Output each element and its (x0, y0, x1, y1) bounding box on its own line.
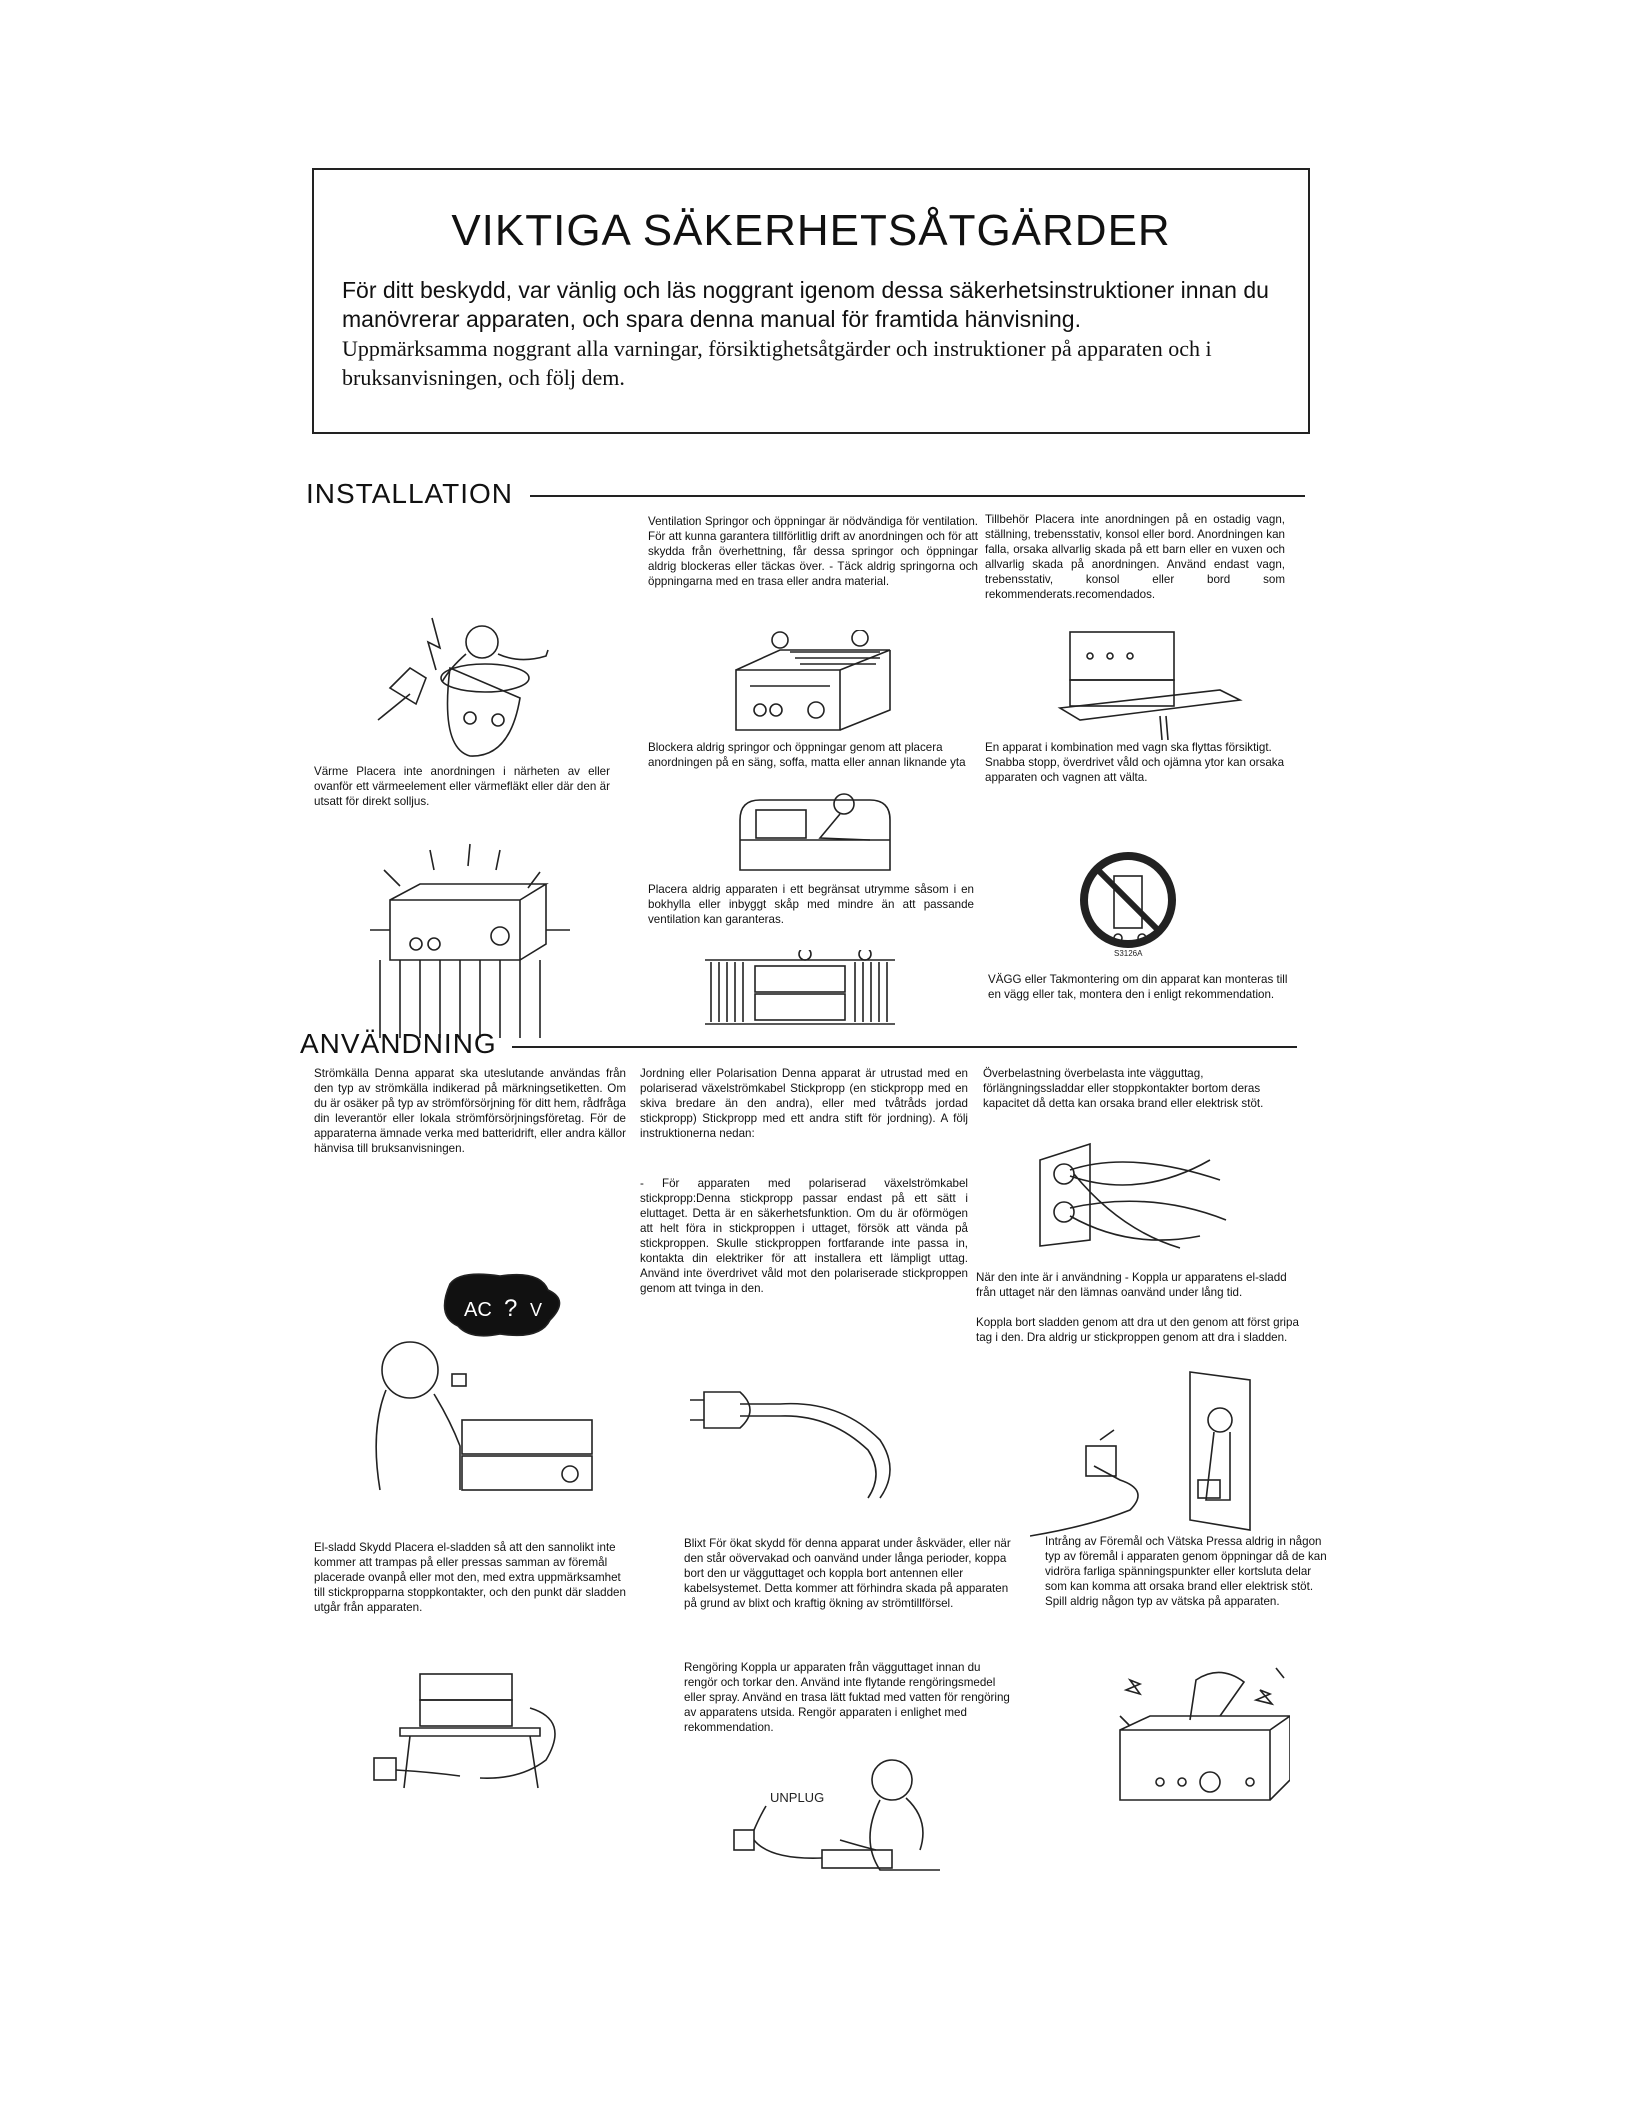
bubble-v: V (530, 1300, 543, 1320)
nar-den-inte-text: När den inte är i användning - Koppla ur apparatens el-sladd från uttaget när den lämnas oanvänd under lång tid. (976, 1271, 1287, 1299)
varme-text: Värme Placera inte anordningen i närheten av eller ovanför ett värmeelement eller värmefläkt eller där den är utsatt för direkt solljus. (314, 765, 610, 808)
blockera-text: Blockera aldrig springor och öppningar genom att placera anordningen på en säng, soffa, matta eller annan liknande yta (648, 741, 966, 769)
polariserad-text: - För apparaten med polariserad växelströmkabel stickpropp:Denna stickpropp passar endast på ett sätt i eluttaget. Detta är en säkerhetsfunktion. Om du är oförmögen att helt föra in stickproppen i uttaget, försök att vända på stickproppen. Skulle stickproppen fortfarande inte passa in, kontakta din elektriker för att installera ett lämpligt uttag. Använd inte överdrivet våld mot den polariserade stickproppen genom att tvinga in den. (640, 1177, 968, 1295)
bookshelf-illustration (705, 950, 895, 1030)
section-rule (512, 1046, 1297, 1048)
bubble-question: ? (504, 1295, 518, 1322)
cleaning-illustration (730, 1750, 960, 1890)
koppla-bort-text: Koppla bort sladden genom att dra ut den genom att först gripa tag i den. Dra aldrig ur stickproppen genom att dra i sladden. (976, 1316, 1299, 1344)
blocked-vent-illustration (720, 630, 900, 740)
bubble-ac: AC (464, 1299, 492, 1321)
intro-warning-text: Uppmärksamma noggrant alla varningar, försiktighetsåtgärder och instruktioner på apparaten och i bruksanvisningen, och följ dem. (342, 336, 1212, 390)
power-cord-illustration (370, 1660, 570, 1790)
intro-text: För ditt beskydd, var vänlig och läs noggrant igenom dessa säkerhetsinstruktioner innan du manövrerar apparaten, och spara denna manual för framtida hänvisning. (342, 277, 1269, 332)
overbelastning-text: Överbelastning överbelasta inte vägguttag, förlängningssladdar eller stoppkontakter bortom deras kapacitet då detta kan orsaka brand eller elektrisk stöt. (983, 1067, 1264, 1110)
rengoring-text: Rengöring Koppla ur apparaten från vägguttaget innan du rengör och torkar den. Använd inte flytande rengöringsmedel eller spray. Använd en trasa lätt fuktad med vatten för rengöring av apparatens utsida. Rengör apparaten i enlighet med rekommendation. (684, 1661, 1010, 1734)
bokhylla-text: Placera aldrig apparaten i ett begränsat utrymme såsom i en bokhylla eller inbyggt skåp med mindre än att passande ventilation kan garanteras. (648, 883, 974, 926)
section-heading-anvandning: ANVÄNDNING (300, 1028, 497, 1059)
overloaded-outlet-illustration (1030, 1140, 1230, 1250)
stromkalla-text: Strömkälla Denna apparat ska uteslutande användas från den typ av strömkälla indikerad på märkningsetiketten. Om du är osäker på typ av strömförsörjning för ditt hem, rådfråga din leverantör eller lokala strömförsörjningsföretag. För de apparaterna ämnade verka med batteridrift, eller andra källor hänvisa till bruksanvisningen. (314, 1067, 626, 1155)
power-source-illustration (340, 1270, 600, 1500)
blixt-text: Blixt För ökat skydd för denna apparat under åskväder, eller när den står oövervakad och oanvänd under långa perioder, koppa bort den ur vägguttaget och koppla bort antennen eller kabelsystemet. Detta kommer att förhindra skada på apparaten på grund av blixt och kraftig ökning av strömtillförsel. (684, 1537, 1011, 1610)
shock-hazard-illustration (370, 608, 570, 758)
cart-warning-icon (1070, 850, 1190, 960)
vagg-text: VÄGG eller Takmontering om din apparat kan monteras till en vägg eller tak, montera den i enligt rekommendation. (988, 973, 1288, 1001)
foreign-object-illustration (1100, 1660, 1290, 1810)
heater-illustration (350, 840, 590, 1040)
section-rule (530, 495, 1305, 497)
unstable-table-illustration (1050, 620, 1250, 740)
cart-caption: S3126A (1114, 949, 1143, 958)
unplug-when-away-illustration (1030, 1370, 1270, 1550)
intrang-text: Intrång av Föremål och Vätska Pressa aldrig in någon typ av föremål i apparaten genom öppningar då de kan vidröra farliga spänningspunkter eller kortsluta delar som kan komma att orsaka brand eller elektrisk stöt. Spill aldrig någon typ av vätska på apparaten. (1045, 1535, 1327, 1608)
unplug-label: UNPLUG (770, 1790, 825, 1805)
ventilation-text: Ventilation Springor och öppningar är nödvändiga för ventilation. För att kunna garantera tillförlitlig drift av anordningen och för att skydda från överhettning, får dessa springor och öppningar aldrig blockeras eller täckas över. - Täck aldrig springorna och öppningarna med en trasa eller andra material. (648, 515, 978, 588)
jordning-text: Jordning eller Polarisation Denna apparat är utrustad med en polariserad växelströmkabel Stickpropp (en stickpropp med en skiva bredare än den andra), eller med tvåtråds jordad stickpropp) Stickpropp med ett andra stift för jordning). A följ instruktionerna nedan: (640, 1067, 968, 1140)
vagn-text: En apparat i kombination med vagn ska flyttas försiktigt. Snabba stopp, överdrivet våld och ojämna ytor kan orsaka apparaten och vagnen att välta. (985, 741, 1285, 784)
sofa-illustration (730, 780, 900, 880)
elsladd-text: El-sladd Skydd Placera el-sladden så att den sannolikt inte kommer att trampas på eller pressas samman av föremål placerade ovanpå eller mot den, med extra uppmärksamhet till stickpropparna stoppkontakter, och den punkt där sladden utgår från apparaten. (314, 1541, 626, 1614)
plug-illustration (680, 1380, 910, 1500)
page-title: VIKTIGA SÄKERHETSÅTGÄRDER (451, 206, 1171, 255)
tillbehor-text: Tillbehör Placera inte anordningen på en ostadig vagn, ställning, trebensstativ, konsol eller bord. Anordningen kan falla, orsaka allvarlig skada på ett barn eller en vuxen och allvarlig skada på anordningen. Använd endast vagn, trebensstativ, konsol eller bord som rekommenderats.recomendados. (985, 513, 1285, 601)
section-heading-installation: INSTALLATION (306, 478, 514, 509)
